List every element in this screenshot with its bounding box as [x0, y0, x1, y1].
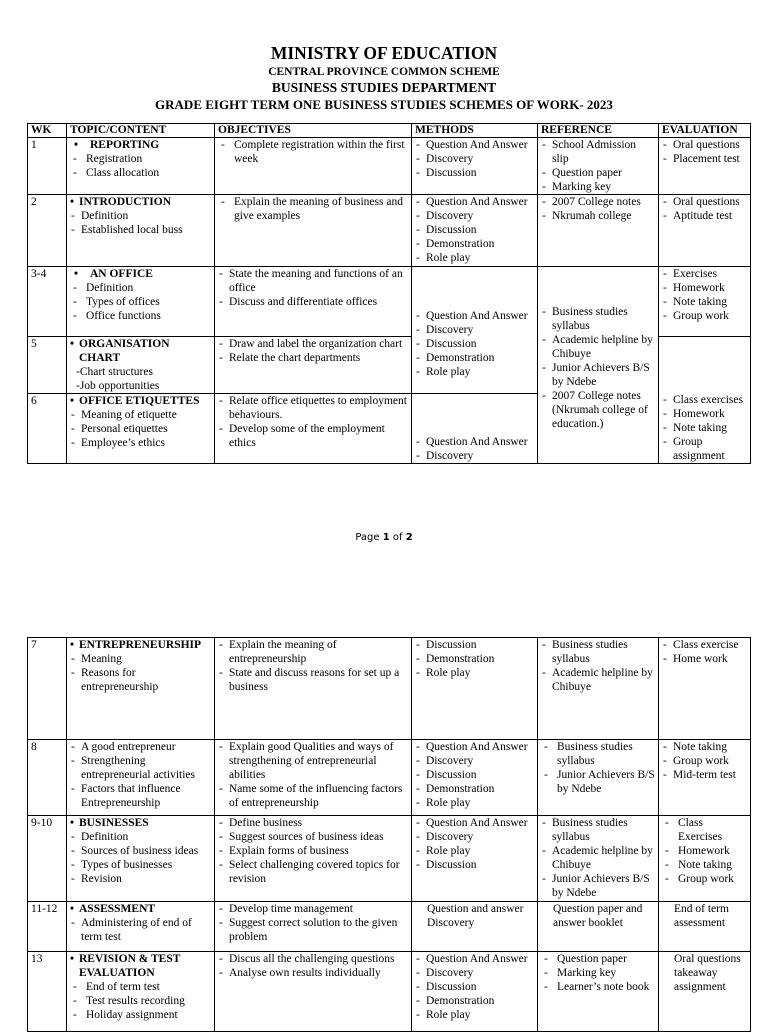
list-item: - Discovery: [415, 323, 534, 337]
reference-list: [541, 816, 655, 900]
list-item: - State the meaning and functions of an office: [218, 267, 408, 295]
topic-cell: [67, 638, 215, 740]
list-item: - Question And Answer: [415, 952, 534, 966]
topic-cell: [67, 138, 215, 195]
methods-cell: [412, 394, 538, 464]
list-item: - Class exercise: [662, 638, 747, 652]
objectives-list: [218, 740, 408, 810]
objectives-list: [218, 902, 408, 944]
list-item: - Develop time management: [218, 902, 408, 916]
week-cell: 1: [28, 138, 67, 195]
topic-title: • ORGANISATION CHART: [70, 337, 211, 365]
topic-title: • INTRODUCTION: [70, 195, 211, 209]
col-header-evaluation: EVALUATION: [659, 124, 751, 138]
list-item: - Academic helpline by Chibuye: [541, 844, 655, 872]
list-item: - Group work: [662, 872, 747, 886]
list-item: - Oral questions: [662, 195, 747, 209]
list-item: - Mid-term test: [662, 768, 747, 782]
topic-cell: [67, 740, 215, 816]
list-item: - Demonstration: [415, 237, 534, 251]
evaluation-cell: [659, 902, 751, 952]
methods-text: Question and answer Discovery: [427, 903, 524, 929]
spacer: [415, 267, 534, 309]
list-item: - Discovery: [415, 966, 534, 980]
list-item: - Definition: [70, 281, 211, 295]
list-item: - Holiday assignment: [70, 1008, 211, 1022]
reference-cell: [538, 816, 659, 902]
of-word: of: [392, 532, 403, 543]
list-item: - Analyse own results individually: [218, 966, 408, 980]
reference-list: [541, 740, 655, 796]
ministry-heading: MINISTRY OF EDUCATION: [270, 43, 498, 63]
list-item: - Academic helpline by Chibuye: [541, 666, 655, 694]
list-item: - Exercises: [662, 267, 747, 281]
objectives-list: [218, 638, 408, 694]
topic-cell: [67, 267, 215, 337]
list-item: - Revision: [70, 872, 211, 886]
list-item: - Question paper: [541, 166, 655, 180]
table-row: [28, 138, 751, 195]
list-item: - Discovery: [415, 754, 534, 768]
objectives-list: [218, 337, 408, 365]
page-number: [0, 532, 768, 543]
methods-list: [415, 740, 534, 810]
topic-list: [70, 652, 211, 694]
objectives-cell: [215, 138, 412, 195]
evaluation-list: [662, 138, 747, 166]
list-item: - Office functions: [70, 309, 211, 323]
topic-title: • OFFICE ETIQUETTES: [70, 394, 211, 408]
col-header-wk: WK: [28, 124, 67, 138]
list-item: - Employee’s ethics: [70, 436, 211, 450]
reference-cell: [538, 638, 659, 740]
methods-cell: [412, 138, 538, 195]
table-row: [28, 195, 751, 267]
topic-list: [70, 740, 211, 810]
list-item: - Role play: [415, 1008, 534, 1022]
list-item: - Note taking: [662, 421, 747, 435]
topic-list: [70, 408, 211, 450]
evaluation-cell: [659, 195, 751, 267]
methods-list: [415, 816, 534, 872]
reference-text: Question paper and answer booklet: [553, 903, 643, 929]
list-item: - Name some of the influencing factors of entrepreneurship: [218, 782, 408, 810]
list-item: - Demonstration: [415, 782, 534, 796]
list-item: - Reasons for entrepreneurship: [70, 666, 211, 694]
topic-line: -Job opportunities: [76, 380, 160, 392]
evaluation-list: [662, 638, 747, 666]
col-header-methods: METHODS: [412, 124, 538, 138]
list-item: - End of term test: [70, 980, 211, 994]
list-item: - Class exercises: [662, 393, 747, 407]
list-item: - Draw and label the organization chart: [218, 337, 408, 351]
list-item: - Aptitude test: [662, 209, 747, 223]
week-cell: 11-12: [28, 902, 67, 952]
scheme-table-page-1: [27, 123, 751, 464]
list-item: - Homework: [662, 844, 747, 858]
list-item: - Question paper: [541, 952, 655, 966]
topic-title: • ASSESSMENT: [70, 902, 211, 916]
topic-cell: [67, 952, 215, 1032]
reference-list: [541, 638, 655, 694]
week-cell: 2: [28, 195, 67, 267]
reference-cell: [538, 195, 659, 267]
list-item: - Group work: [662, 754, 747, 768]
week-cell: 6: [28, 394, 67, 464]
list-item: - Group work: [662, 309, 747, 323]
list-item: - Discussion: [415, 223, 534, 237]
objectives-cell: [215, 267, 412, 337]
list-item: - Meaning of etiquette: [70, 408, 211, 422]
topic-cell: [67, 195, 215, 267]
list-item: - Test results recording: [70, 994, 211, 1008]
methods-list: [415, 638, 534, 680]
table-row: [28, 267, 751, 337]
topic-title: • REVISION & TEST EVALUATION: [70, 952, 211, 980]
scheme-table-page-2: [27, 637, 751, 1032]
list-item: - Sources of business ideas: [70, 844, 211, 858]
list-item: - Business studies syllabus: [541, 816, 655, 844]
objectives-list: [218, 195, 408, 223]
objectives-list: [218, 138, 408, 166]
list-item: - Explain forms of business: [218, 844, 408, 858]
list-item: - Role play: [415, 844, 534, 858]
table-row: [28, 740, 751, 816]
list-item: - Business studies syllabus: [541, 305, 655, 333]
topic-list: [70, 980, 211, 1022]
list-item: - Home work: [662, 652, 747, 666]
list-item: - Demonstration: [415, 351, 534, 365]
objectives-list: [218, 267, 408, 309]
list-item: - Junior Achievers B/S by Ndebe: [541, 872, 655, 900]
methods-cell: [412, 952, 538, 1032]
list-item: - Nkrumah college: [541, 209, 655, 223]
methods-list: [415, 952, 534, 1022]
objectives-cell: [215, 195, 412, 267]
topic-cell: [67, 394, 215, 464]
list-item: - Class Exercises: [662, 816, 747, 844]
reference-cell: [538, 952, 659, 1032]
list-item: - Question And Answer: [415, 138, 534, 152]
reference-cell: [538, 902, 659, 952]
reference-cell: [538, 740, 659, 816]
list-item: - Definition: [70, 209, 211, 223]
table-row: [28, 638, 751, 740]
list-item: - Demonstration: [415, 994, 534, 1008]
col-header-topic: TOPIC/CONTENT: [67, 124, 215, 138]
list-item: - Discovery: [415, 152, 534, 166]
list-item: - Discussion: [415, 166, 534, 180]
list-item: - Note taking: [662, 740, 747, 754]
week-cell: 5: [28, 337, 67, 394]
evaluation-list: [662, 267, 747, 323]
methods-cell: [412, 816, 538, 902]
list-item: - Discovery: [415, 209, 534, 223]
objectives-cell: [215, 337, 412, 394]
week-cell: 3-4: [28, 267, 67, 337]
objectives-cell: [215, 394, 412, 464]
list-item: - Suggest sources of business ideas: [218, 830, 408, 844]
evaluation-cell: [659, 638, 751, 740]
list-item: - Group assignment: [662, 435, 747, 463]
list-item: - Question And Answer: [415, 740, 534, 754]
list-item: - Discussion: [415, 980, 534, 994]
methods-cell: [412, 740, 538, 816]
evaluation-cell: [659, 816, 751, 902]
scheme-title: GRADE EIGHT TERM ONE BUSINESS STUDIES SCHEMES OF WORK- 2023: [155, 97, 613, 112]
list-item: - Demonstration: [415, 652, 534, 666]
objectives-cell: [215, 816, 412, 902]
list-item: - Question And Answer: [415, 816, 534, 830]
topic-cell: [67, 816, 215, 902]
topic-list: [70, 209, 211, 237]
list-item: - Role play: [415, 666, 534, 680]
list-item: - Note taking: [662, 295, 747, 309]
page-total: 2: [405, 532, 413, 543]
list-item: - Note taking: [662, 858, 747, 872]
list-item: - Marking key: [541, 966, 655, 980]
list-item: - Junior Achievers B/S by Ndebe: [541, 768, 655, 796]
topic-cell: [67, 902, 215, 952]
table-row: [28, 952, 751, 1032]
objectives-cell: [215, 952, 412, 1032]
evaluation-cell: [659, 337, 751, 464]
list-item: - Question And Answer: [415, 309, 534, 323]
list-item: - Registration: [70, 152, 211, 166]
list-item: - 2007 College notes: [541, 195, 655, 209]
list-item: - Discovery: [415, 449, 534, 463]
col-header-objectives: OBJECTIVES: [215, 124, 412, 138]
methods-list: [415, 435, 534, 463]
week-cell: 8: [28, 740, 67, 816]
list-item: - Class allocation: [70, 166, 211, 180]
objectives-list: [218, 816, 408, 886]
list-item: - Meaning: [70, 652, 211, 666]
methods-cell: [412, 638, 538, 740]
evaluation-text: Oral questions takeaway assignment: [674, 953, 741, 993]
list-item: - Define business: [218, 816, 408, 830]
evaluation-cell: [659, 952, 751, 1032]
list-item: - Develop some of the employment ethics: [218, 422, 408, 450]
topic-list: [70, 281, 211, 323]
evaluation-cell: [659, 740, 751, 816]
topic-title: • REPORTING: [70, 138, 211, 152]
list-item: - Question And Answer: [415, 435, 534, 449]
col-header-reference: REFERENCE: [538, 124, 659, 138]
table-row: [28, 902, 751, 952]
reference-list: [541, 195, 655, 223]
reference-cell: [538, 267, 659, 464]
page-current: 1: [382, 532, 390, 543]
evaluation-cell: [659, 267, 751, 337]
list-item: - Administering of end of term test: [70, 916, 211, 944]
list-item: - School Admission slip: [541, 138, 655, 166]
objectives-cell: [215, 638, 412, 740]
list-item: - Explain the meaning of entrepreneurship: [218, 638, 408, 666]
list-item: - Strengthening entrepreneurial activities: [70, 754, 211, 782]
list-item: - Discussion: [415, 638, 534, 652]
list-item: - 2007 College notes (Nkrumah college of education.): [541, 389, 655, 431]
methods-cell: [412, 195, 538, 267]
list-item: - Discussion: [415, 858, 534, 872]
list-item: - Factors that influence Entrepreneurship: [70, 782, 211, 810]
list-item: - Academic helpline by Chibuye: [541, 333, 655, 361]
list-item: - Discovery: [415, 830, 534, 844]
list-item: - Relate the chart departments: [218, 351, 408, 365]
list-item: - Personal etiquettes: [70, 422, 211, 436]
objectives-list: [218, 952, 408, 980]
list-item: - Business studies syllabus: [541, 740, 655, 768]
list-item: - Complete registration within the first week: [218, 138, 408, 166]
topic-cell: [67, 337, 215, 394]
methods-list: [415, 309, 534, 379]
list-item: - Marking key: [541, 180, 655, 194]
list-item: - Definition: [70, 830, 211, 844]
evaluation-cell: [659, 138, 751, 195]
methods-cell: [412, 267, 538, 394]
list-item: - State and discuss reasons for set up a business: [218, 666, 408, 694]
table-row: [28, 816, 751, 902]
reference-cell: [538, 138, 659, 195]
list-item: - Explain the meaning of business and give examples: [218, 195, 408, 223]
topic-title: • BUSINESSES: [70, 816, 211, 830]
list-item: - Explain good Qualities and ways of strengthening of entrepreneurial abilities: [218, 740, 408, 782]
list-item: - Select challenging covered topics for revision: [218, 858, 408, 886]
list-item: - Role play: [415, 365, 534, 379]
topic-title: • AN OFFICE: [70, 267, 211, 281]
list-item: - Discus all the challenging questions: [218, 952, 408, 966]
list-item: - Question And Answer: [415, 195, 534, 209]
list-item: - Oral questions: [662, 138, 747, 152]
list-item: - Relate office etiquettes to employment behaviours.: [218, 394, 408, 422]
methods-cell: [412, 902, 538, 952]
list-item: - Discussion: [415, 337, 534, 351]
department-heading: BUSINESS STUDIES DEPARTMENT: [271, 80, 497, 95]
province-heading: CENTRAL PROVINCE COMMON SCHEME: [268, 66, 500, 78]
week-cell: 9-10: [28, 816, 67, 902]
week-cell: 13: [28, 952, 67, 1032]
list-item: - Learner’s note book: [541, 980, 655, 994]
objectives-cell: [215, 740, 412, 816]
reference-list: [541, 138, 655, 194]
list-item: - Homework: [662, 407, 747, 421]
topic-list: [70, 830, 211, 886]
list-item: - Suggest correct solution to the given problem: [218, 916, 408, 944]
objectives-cell: [215, 902, 412, 952]
topic-list: [70, 152, 211, 180]
list-item: - Role play: [415, 796, 534, 810]
list-item: - Role play: [415, 251, 534, 265]
list-item: - Discussion: [415, 768, 534, 782]
evaluation-list: [662, 393, 747, 463]
topic-title: • ENTREPRENEURSHIP: [70, 638, 211, 652]
topic-list: [70, 916, 211, 944]
topic-line: -Chart structures: [76, 366, 153, 378]
list-item: - Homework: [662, 281, 747, 295]
reference-list: [541, 305, 655, 431]
evaluation-list: [662, 195, 747, 223]
evaluation-text: End of term assessment: [674, 903, 729, 929]
list-item: - Business studies syllabus: [541, 638, 655, 666]
reference-list: [541, 952, 655, 994]
list-item: - Placement test: [662, 152, 747, 166]
page-word: Page: [355, 532, 380, 543]
list-item: - Types of offices: [70, 295, 211, 309]
list-item: - Types of businesses: [70, 858, 211, 872]
evaluation-list: [662, 740, 747, 782]
table-header-row: [28, 124, 751, 138]
list-item: - Junior Achievers B/S by Ndebe: [541, 361, 655, 389]
methods-list: [415, 138, 534, 180]
list-item: - A good entrepreneur: [70, 740, 211, 754]
evaluation-list: [662, 816, 747, 886]
list-item: - Discuss and differentiate offices: [218, 295, 408, 309]
list-item: - Established local buss: [70, 223, 211, 237]
week-cell: 7: [28, 638, 67, 740]
objectives-list: [218, 394, 408, 450]
methods-list: [415, 195, 534, 265]
